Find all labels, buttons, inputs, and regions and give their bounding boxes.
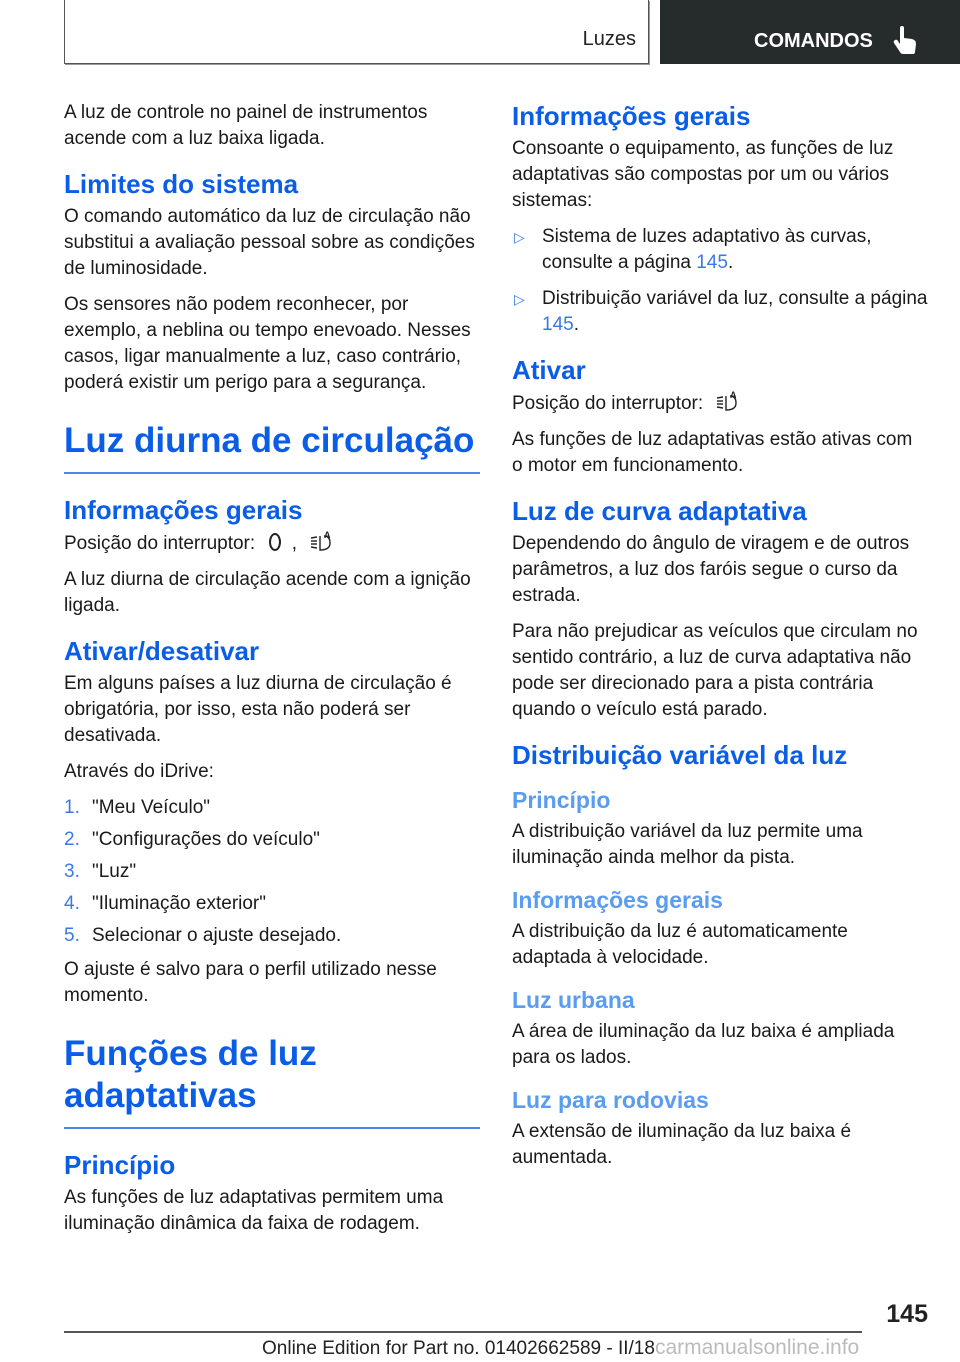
heading-principio: Princípio [64,1150,176,1180]
watermark: carmanualsonline.info [654,1336,860,1359]
footer-edition [262,1336,859,1360]
heading-ativar-desativar: Ativar/desativar [64,636,260,666]
idrive-steps-list [64,795,480,949]
running-header-section [64,0,649,64]
list-item: 5. Selecionar o ajuste desejado. [64,925,342,946]
right-column [512,100,928,1181]
left-column [64,100,480,1247]
subheading-informacoes-gerais: Informações gerais [512,887,723,913]
paragraph: A distribuição variável da luz permite uma iluminação ainda melhor da pista. [512,821,863,868]
list-item: ▷ Distribuição variável da luz, consulte a página 145. [512,286,928,338]
section-label: Luzes [582,28,636,50]
paragraph: O comando automático da luz de circulação não substitui a avaliação pessoal sobre as condições de luminosidade. [64,206,475,279]
heading-funcoes-adaptativas: Funções de luz adaptativas [64,1033,480,1129]
paragraph: A luz diurna de circulação acende com a ignição ligada. [64,569,471,616]
paragraph: Para não prejudicar as veículos que circulam no sentido contrário, a luz de curva adaptativa não pode ser direcionado para a pista contrária quando o veículo está parado. [512,621,918,720]
auto-headlight-icon [716,390,740,412]
list-item: 3. "Luz" [64,861,137,882]
intro-paragraph: A luz de controle no painel de instrumentos acende com a luz baixa ligada. [64,102,428,149]
heading-luz-de-curva: Luz de curva adaptativa [512,496,807,526]
hand-pointer-icon [892,26,918,54]
heading-luz-diurna: Luz diurna de circulação [64,420,480,474]
page-number: 145 [886,1300,928,1328]
running-header-chapter [660,0,960,64]
edition-text: Online Edition for Part no. 01402662589 - II/18 [262,1338,655,1359]
page-link[interactable]: 145 [542,314,574,335]
paragraph: As funções de luz adaptativas permitem uma iluminação dinâmica da faixa de rodagem. [64,1187,444,1234]
footer-divider [64,1331,862,1333]
paragraph: O ajuste é salvo para o perfil utilizado nesse momento. [64,959,437,1006]
chapter-label: COMANDOS [754,30,873,52]
paragraph: Em alguns países a luz diurna de circulação é obrigatória, por isso, esta não poderá ser desativada. [64,673,452,746]
paragraph: A extensão de iluminação da luz baixa é aumentada. [512,1121,852,1168]
paragraph: As funções de luz adaptativas estão ativas com o motor em funcionamento. [512,429,913,476]
paragraph: Consoante o equipamento, as funções de luz adaptativas são compostas por um ou vários sistemas: [512,138,894,211]
heading-informacoes-gerais: Informações gerais [64,495,303,525]
list-item: 1. "Meu Veículo" [64,797,211,818]
systems-list [512,224,928,338]
subheading-principio: Princípio [512,787,611,813]
heading-limites-do-sistema: Limites do sistema [64,169,299,199]
heading-distribuicao-variavel: Distribuição variável da luz [512,740,848,770]
switch-separator: , [291,533,298,554]
triangle-bullet-icon: ▷ [514,291,525,307]
heading-informacoes-gerais: Informações gerais [512,101,751,131]
paragraph: Os sensores não podem reconhecer, por exemplo, a neblina ou tempo enevoado. Nesses casos, ligar manualmente a luz, caso contrário, poderá existir um perigo para a segurança. [64,294,471,393]
subheading-luz-rodovias: Luz para rodovias [512,1087,709,1113]
triangle-bullet-icon: ▷ [514,229,525,245]
paragraph: A área de iluminação da luz baixa é ampliada para os lados. [512,1021,895,1068]
auto-headlight-icon [310,530,334,552]
switch-position-line [512,390,928,417]
svg-text:A: A [324,530,331,540]
paragraph: A distribuição da luz é automaticamente adaptada à velocidade. [512,921,848,968]
switch-off-icon [268,532,282,552]
switch-label: Posição do interruptor: [64,533,256,554]
switch-position-line [64,530,480,557]
svg-text:A: A [730,390,737,400]
idrive-label: Através do iDrive: [64,761,214,782]
page-link[interactable]: 145 [696,252,728,273]
list-item: 4. "Iluminação exterior" [64,893,267,914]
list-item: 2. "Configurações do veículo" [64,829,320,850]
heading-ativar: Ativar [512,355,586,385]
subheading-luz-urbana: Luz urbana [512,987,635,1013]
switch-label: Posição do interruptor: [512,393,704,414]
paragraph: Dependendo do ângulo de viragem e de outros parâmetros, a luz dos faróis segue o curso da estrada. [512,533,910,606]
list-item: ▷ Sistema de luzes adaptativo às curvas, consulte a página 145. [512,224,928,276]
